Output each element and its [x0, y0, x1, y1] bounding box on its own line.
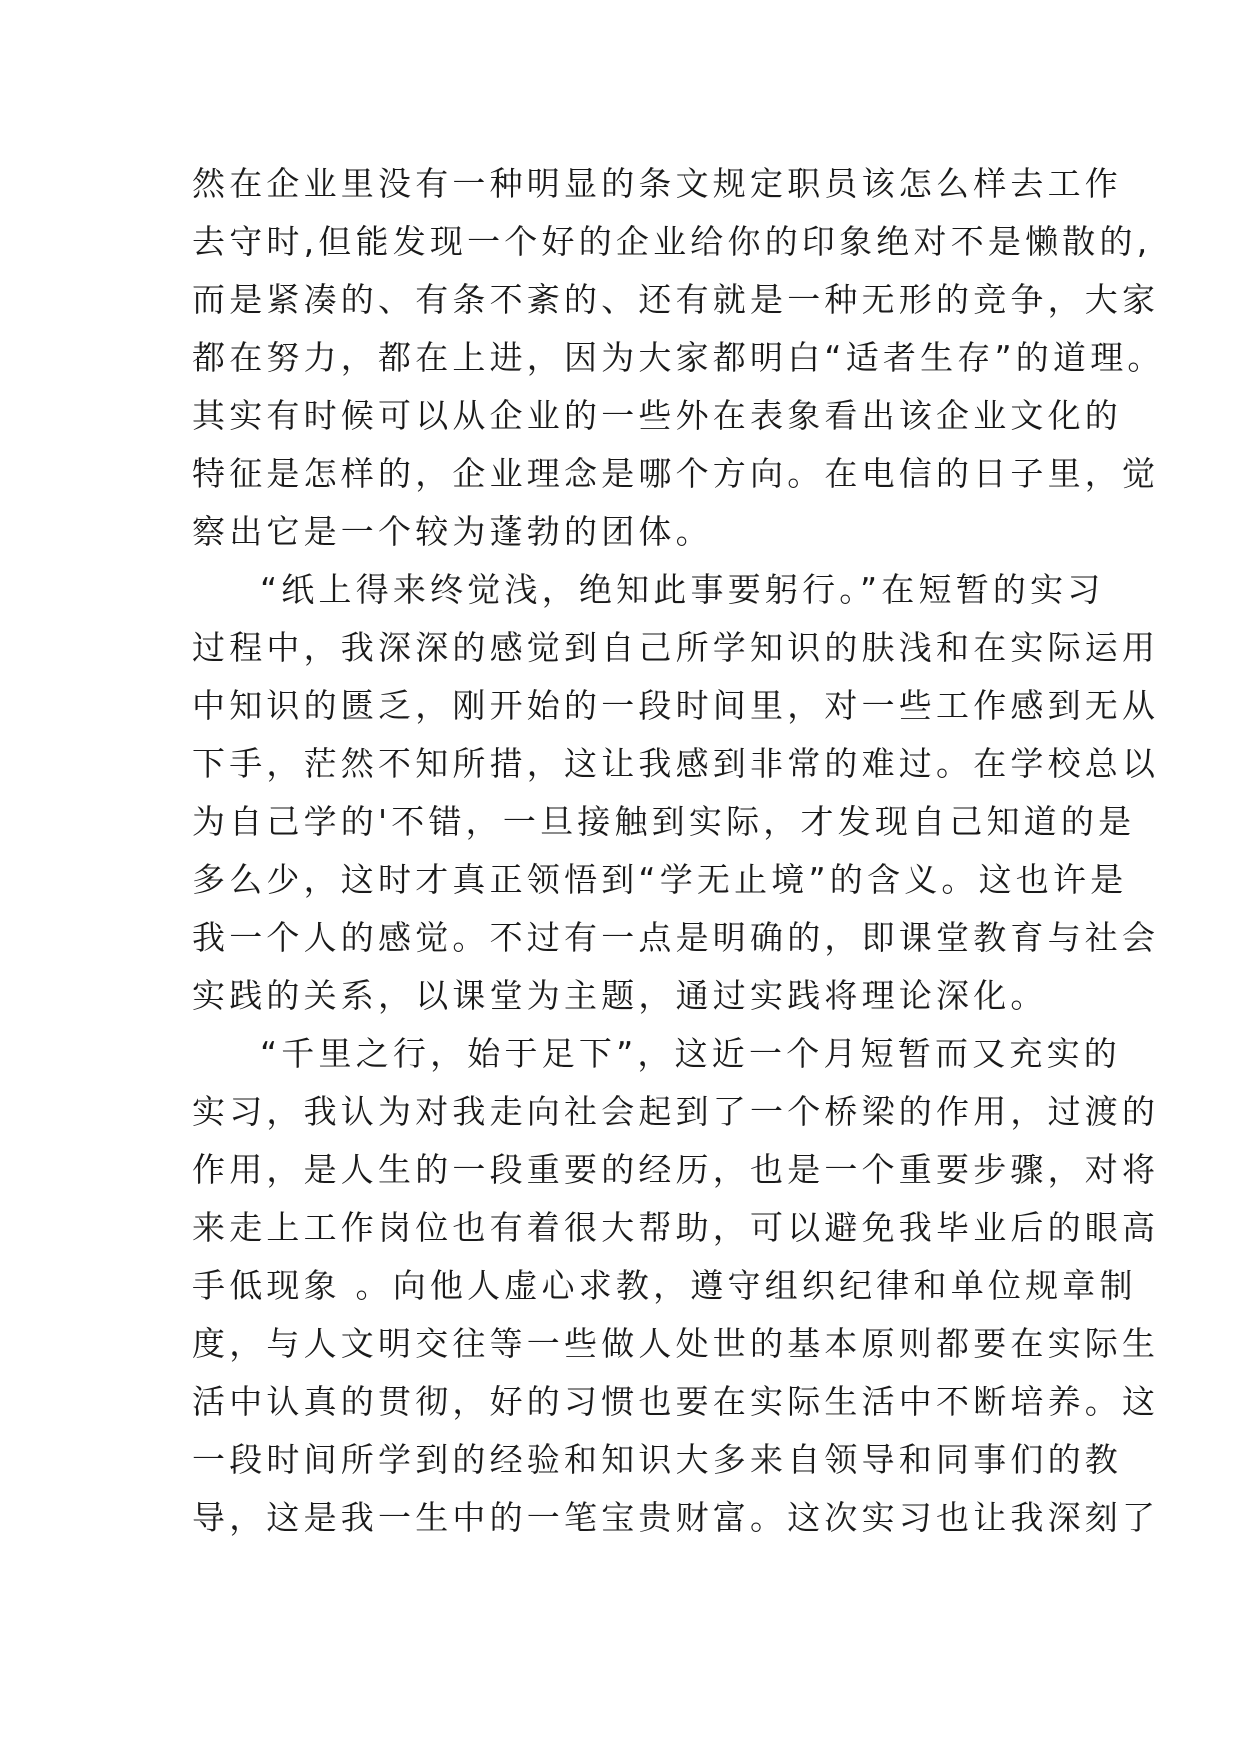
- text-line: 过程中，我深深的感觉到自己所学知识的肤浅和在实际运用: [192, 628, 1160, 667]
- text-line: 作用，是人生的一段重要的经历，也是一个重要步骤，对将: [192, 1150, 1160, 1189]
- text-line: 察出它是一个较为蓬勃的团体。: [192, 512, 713, 551]
- text-line: 为自己学的'不错，一旦接触到实际，才发现自己知道的是: [192, 802, 1136, 841]
- paragraph-start-line: “千里之行，始于足下”，这近一个月短暂而又充实的: [260, 1034, 1121, 1073]
- paragraph-start-line: “纸上得来终觉浅，绝知此事要躬行。”在短暂的实习: [260, 570, 1105, 609]
- text-line: 中知识的匮乏，刚开始的一段时间里，对一些工作感到无从: [192, 686, 1160, 725]
- text-line: 然在企业里没有一种明显的条文规定职员该怎么样去工作: [192, 164, 1122, 203]
- text-line: 特征是怎样的，企业理念是哪个方向。在电信的日子里，觉: [192, 454, 1160, 493]
- text-line: 下手，茫然不知所措，这让我感到非常的难过。在学校总以: [192, 744, 1160, 783]
- text-line: 度，与人文明交往等一些做人处世的基本原则都要在实际生: [192, 1324, 1160, 1363]
- text-line: 多么少，这时才真正领悟到“学无止境”的含义。这也许是: [192, 860, 1128, 899]
- text-line: 都在努力，都在上进，因为大家都明白“适者生存”的道理。: [192, 338, 1165, 377]
- text-line: 手低现象 。向他人虚心求教，遵守组织纪律和单位规章制: [192, 1266, 1137, 1305]
- text-line: 一段时间所学到的经验和知识大多来自领导和同事们的教: [192, 1440, 1122, 1479]
- text-line: 导，这是我一生中的一笔宝贵财富。这次实习也让我深刻了: [192, 1498, 1160, 1537]
- text-line: 而是紧凑的、有条不紊的、还有就是一种无形的竞争，大家: [192, 280, 1160, 319]
- text-line: 实践的关系，以课堂为主题，通过实践将理论深化。: [192, 976, 1048, 1015]
- text-line: 我一个人的感觉。不过有一点是明确的，即课堂教育与社会: [192, 918, 1160, 957]
- text-line: 实习，我认为对我走向社会起到了一个桥梁的作用，过渡的: [192, 1092, 1160, 1131]
- text-line: 来走上工作岗位也有着很大帮助，可以避免我毕业后的眼高: [192, 1208, 1160, 1247]
- text-line: 去守时,但能发现一个好的企业给你的印象绝对不是懒散的,: [192, 222, 1152, 261]
- text-line: 活中认真的贯彻，好的习惯也要在实际生活中不断培养。这: [192, 1382, 1160, 1421]
- text-line: 其实有时候可以从企业的一些外在表象看出该企业文化的: [192, 396, 1122, 435]
